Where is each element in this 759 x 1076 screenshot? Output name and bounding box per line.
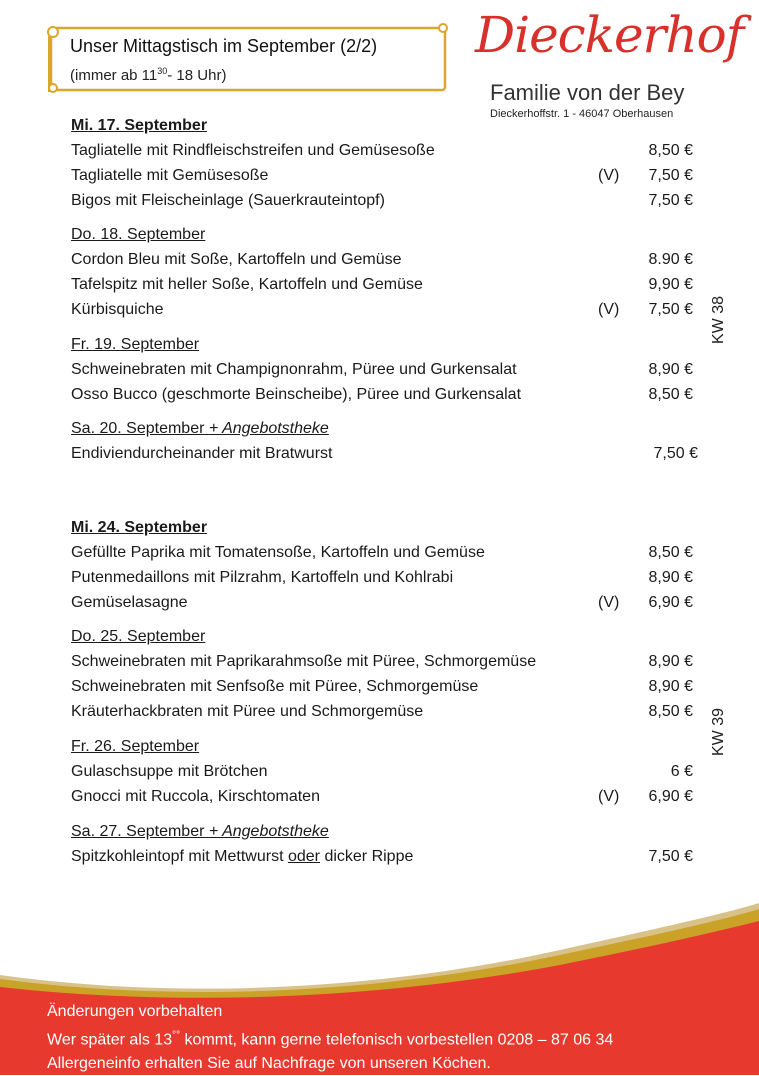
day-heading <box>71 420 701 445</box>
dish-name: Endiviendurcheinander mit Bratwurst <box>71 445 333 462</box>
dish-price: 8,50 € <box>648 703 693 720</box>
day-block <box>71 336 701 411</box>
dish-price: 7,50 € <box>653 445 698 462</box>
day-heading-extra: + Angebotstheke <box>208 420 329 437</box>
page-title: Unser Mittagstisch im September (2/2) <box>70 36 378 56</box>
menu-item <box>71 251 701 276</box>
menu-item <box>71 386 701 411</box>
vegetarian-badge: (V) <box>598 594 620 611</box>
day-heading <box>71 823 701 848</box>
menu-item <box>71 678 701 703</box>
hours-end: - 18 Uhr) <box>167 67 227 84</box>
day-heading: Mi. 24. September <box>71 519 208 536</box>
dish-price: 8.90 € <box>648 251 693 268</box>
dish-name: Schweinebraten mit Champignonrahm, Püree und Gurkensalat <box>71 361 517 378</box>
dish-price: 7,50 € <box>648 167 693 184</box>
day-block <box>71 519 701 619</box>
menu-item <box>71 544 701 569</box>
day-heading-date: Sa. 27. September <box>71 823 205 840</box>
dish-price: 8,90 € <box>648 678 693 695</box>
menu-item <box>71 653 701 678</box>
dish-price: 8,50 € <box>648 386 693 403</box>
day-heading: Fr. 26. September <box>71 738 200 755</box>
dish-name: Osso Bucco (geschmorte Beinscheibe), Püree und Gurkensalat <box>71 386 522 403</box>
header-banner <box>47 22 449 94</box>
hours-start-minutes: 30 <box>157 66 168 76</box>
menu-item <box>71 192 701 217</box>
dish-price: 6 € <box>670 763 693 780</box>
dish-name: Kürbisquiche <box>71 301 164 318</box>
logo-family: Familie von der Bey <box>490 80 685 105</box>
dish-name: Tagliatelle mit Gemüsesoße <box>71 167 269 184</box>
dish-name-part: Spitzkohleintopf mit Mettwurst <box>71 848 288 865</box>
dish-price: 6,90 € <box>648 788 693 805</box>
logo-address: Dieckerhoffstr. 1 - 46047 Oberhausen <box>490 108 674 120</box>
dish-price: 8,50 € <box>648 142 693 159</box>
footer-preorder-text: Wer später als 13 <box>47 1031 173 1049</box>
dish-name: Tafelspitz mit heller Soße, Kartoffeln und Gemüse <box>71 276 423 293</box>
logo-name: Dieckerhof <box>475 6 744 64</box>
day-heading-extra: + Angebotstheke <box>208 823 329 840</box>
day-block <box>71 738 701 813</box>
menu-item <box>71 142 701 167</box>
footer-preorder-phone: kommt, kann gerne telefonisch vorbestellen 0208 – 87 06 34 <box>180 1031 614 1049</box>
dish-name-part: dicker Rippe <box>320 848 414 865</box>
dish-price: 6,90 € <box>648 594 693 611</box>
menu-item <box>71 703 701 728</box>
dish-name: Tagliatelle mit Rindfleischstreifen und Gemüsesoße <box>71 142 435 159</box>
menu-item <box>71 301 701 326</box>
vegetarian-badge: (V) <box>598 167 620 184</box>
menu-item <box>71 763 701 788</box>
week-label: KW 38 <box>710 295 727 344</box>
dish-price: 8,90 € <box>648 361 693 378</box>
footer-line-changes: Änderungen vorbehalten <box>47 1003 223 1020</box>
menu-item <box>71 276 701 301</box>
dish-name: Schweinebraten mit Paprikarahmsoße mit Püree, Schmorgemüse <box>71 653 537 670</box>
footer-line-preorder <box>47 1024 613 1052</box>
hours-start: (immer ab 11 <box>70 67 158 84</box>
dish-price: 7,50 € <box>648 848 693 865</box>
menu-item <box>71 361 701 386</box>
footer-line-allergen: Allergeneinfo erhalten Sie auf Nachfrage von unseren Köchen. <box>47 1055 491 1073</box>
vegetarian-badge: (V) <box>598 301 620 318</box>
dish-name <box>71 848 413 866</box>
menu-item <box>71 848 701 873</box>
day-heading: Do. 25. September <box>71 628 206 645</box>
dish-name: Gefüllte Paprika mit Tomatensoße, Kartoffeln und Gemüse <box>71 544 485 561</box>
day-block <box>71 420 701 470</box>
dish-name: Cordon Bleu mit Soße, Kartoffeln und Gemüse <box>71 251 402 268</box>
day-block <box>71 117 701 217</box>
menu-item <box>71 594 701 619</box>
footer-notes <box>47 1000 613 1076</box>
dish-price: 7,50 € <box>648 301 693 318</box>
vegetarian-badge: (V) <box>598 788 620 805</box>
week-label: KW 39 <box>710 707 727 756</box>
day-heading: Mi. 17. September <box>71 117 208 134</box>
dish-price: 8,90 € <box>648 653 693 670</box>
day-block <box>71 823 701 873</box>
dish-name: Kräuterhackbraten mit Püree und Schmorgemüse <box>71 703 424 720</box>
footer-preorder-minutes: °° <box>172 1030 181 1041</box>
dish-name: Putenmedaillons mit Pilzrahm, Kartoffeln und Kohlrabi <box>71 569 454 586</box>
dish-price: 8,50 € <box>648 544 693 561</box>
day-heading: Fr. 19. September <box>71 336 200 353</box>
day-heading-date: Sa. 20. September <box>71 420 205 437</box>
day-block <box>71 226 701 326</box>
dish-name: Gulaschsuppe mit Brötchen <box>71 763 268 780</box>
dish-name: Gnocci mit Ruccola, Kirschtomaten <box>71 788 320 805</box>
day-block <box>71 628 701 728</box>
dish-price: 8,90 € <box>648 569 693 586</box>
dish-name: Bigos mit Fleischeinlage (Sauerkrauteintopf) <box>71 192 385 209</box>
opening-hours <box>70 66 226 84</box>
dish-name: Gemüselasagne <box>71 594 188 611</box>
menu-item <box>71 788 701 813</box>
dish-name: Schweinebraten mit Senfsoße mit Püree, Schmorgemüse <box>71 678 479 695</box>
dish-price: 9,90 € <box>648 276 693 293</box>
menu-item <box>71 167 701 192</box>
dish-name-emphasis: oder <box>287 848 320 865</box>
day-heading: Do. 18. September <box>71 226 206 243</box>
menu-item <box>71 569 701 594</box>
menu-item <box>71 445 701 470</box>
dish-price: 7,50 € <box>648 192 693 209</box>
